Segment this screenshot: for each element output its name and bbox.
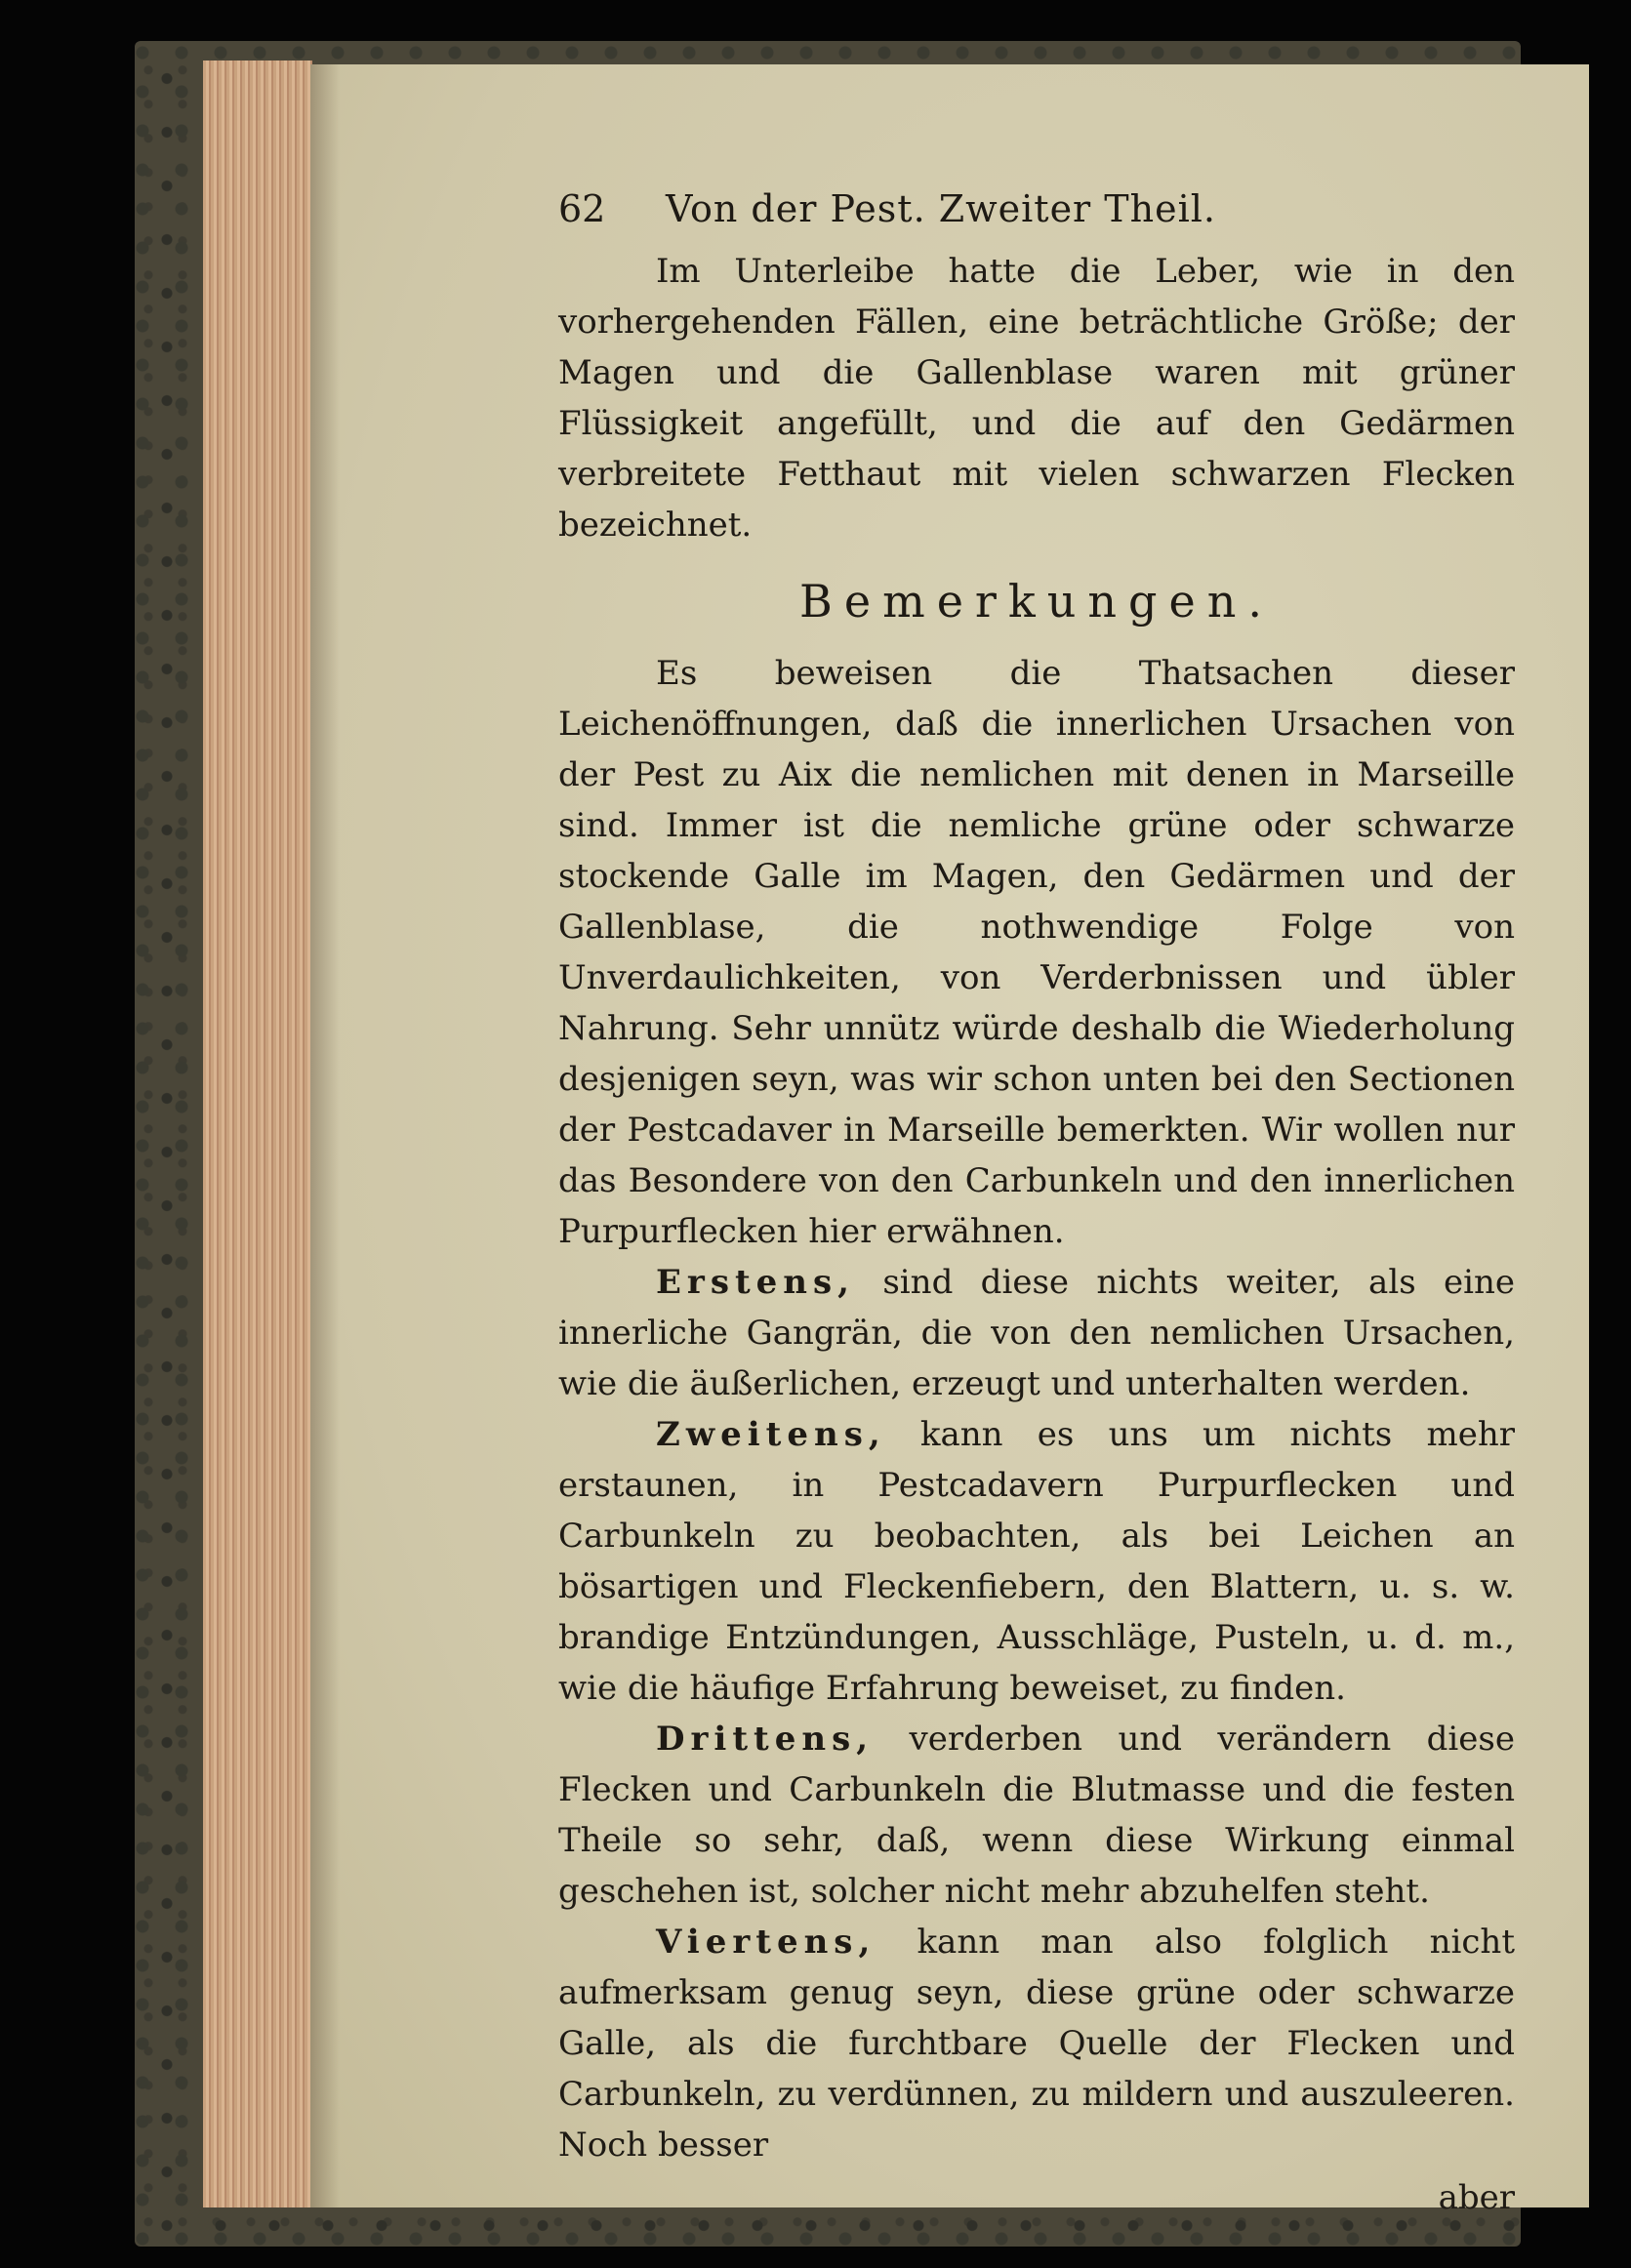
paragraph-3 <box>558 1257 1515 1409</box>
page-edges <box>203 61 312 2207</box>
paragraph-4 <box>558 1409 1515 1714</box>
paragraph-6-text: kann man also folglich nicht aufmerksam genug seyn, diese grüne oder schwarze Galle, als die furchtbare Quelle der Flecken und Carbunkeln, zu verdünnen, zu mildern und auszuleeren. Noch besser <box>558 1923 1515 2165</box>
page-number: 62 <box>558 187 606 230</box>
section-title: Bemerkungen. <box>799 575 1274 628</box>
page-text-block <box>558 183 1515 2223</box>
paragraph-3-lead: Erstens, <box>656 1263 856 1302</box>
paragraph-6 <box>558 1917 1515 2170</box>
paragraph-3-text: sind diese nichts weiter, als eine innerliche Gangrän, die von den nemlichen Ursachen, wie die äußerlichen, erzeugt und unterhalten werden. <box>558 1263 1515 1403</box>
page-header <box>558 183 1515 242</box>
paragraph-4-text: kann es uns um nichts mehr erstaunen, in Pestcadavern Purpurflecken und Carbunkeln zu beobachten, als bei Leichen an bösartigen und Fleckenfiebern, den Blattern, u. s. w. brandige Entzündungen, Ausschläge, Pusteln, u. d. m., wie die häufige Erfahrung beweiset, zu finden. <box>558 1415 1515 1708</box>
paragraph-1: Im Unterleibe hatte die Leber, wie in den vorhergehenden Fällen, eine beträchtliche Größe; der Magen und die Gallenblase waren mit grüner Flüssigkeit angefüllt, und die auf den Gedärmen verbreitete Fetthaut mit vielen schwarzen Flecken bezeichnet. <box>558 252 1515 545</box>
paragraph-5-lead: Drittens, <box>656 1720 875 1759</box>
paragraph-6-lead: Viertens, <box>656 1923 877 1962</box>
page-gutter-shadow <box>310 64 340 2207</box>
paragraph-4-lead: Zweitens, <box>656 1415 886 1454</box>
paragraph-5-text: verderben und verändern diese Flecken und Carbunkeln die Blutmasse und die festen Theile so sehr, daß, wenn diese Wirkung einmal geschehen ist, solcher nicht mehr abzuhelfen steht. <box>558 1720 1515 1911</box>
catchword: aber <box>1438 2178 1515 2217</box>
paragraph-2: Es beweisen die Thatsachen dieser Leichenöffnungen, daß die innerlichen Ursachen von der Pest zu Aix die nemlichen mit denen in Marseille sind. Immer ist die nemliche grüne oder schwarze stockende Galle im Magen, den Gedärmen und der Gallenblase, die nothwendige Folge von Unverdaulichkeiten, von Verderbnissen und übler Nahrung. Sehr unnütz würde deshalb die Wiederholung desjenigen seyn, was wir schon unten bei den Sectionen der Pestcadaver in Marseille bemerkten. Wir wollen nur das Besondere von den Carbunkeln und den innerlichen Purpurflecken hier erwähnen. <box>558 654 1515 1251</box>
paragraph-5 <box>558 1714 1515 1917</box>
running-head: Von der Pest. Zweiter Theil. <box>666 187 1216 230</box>
